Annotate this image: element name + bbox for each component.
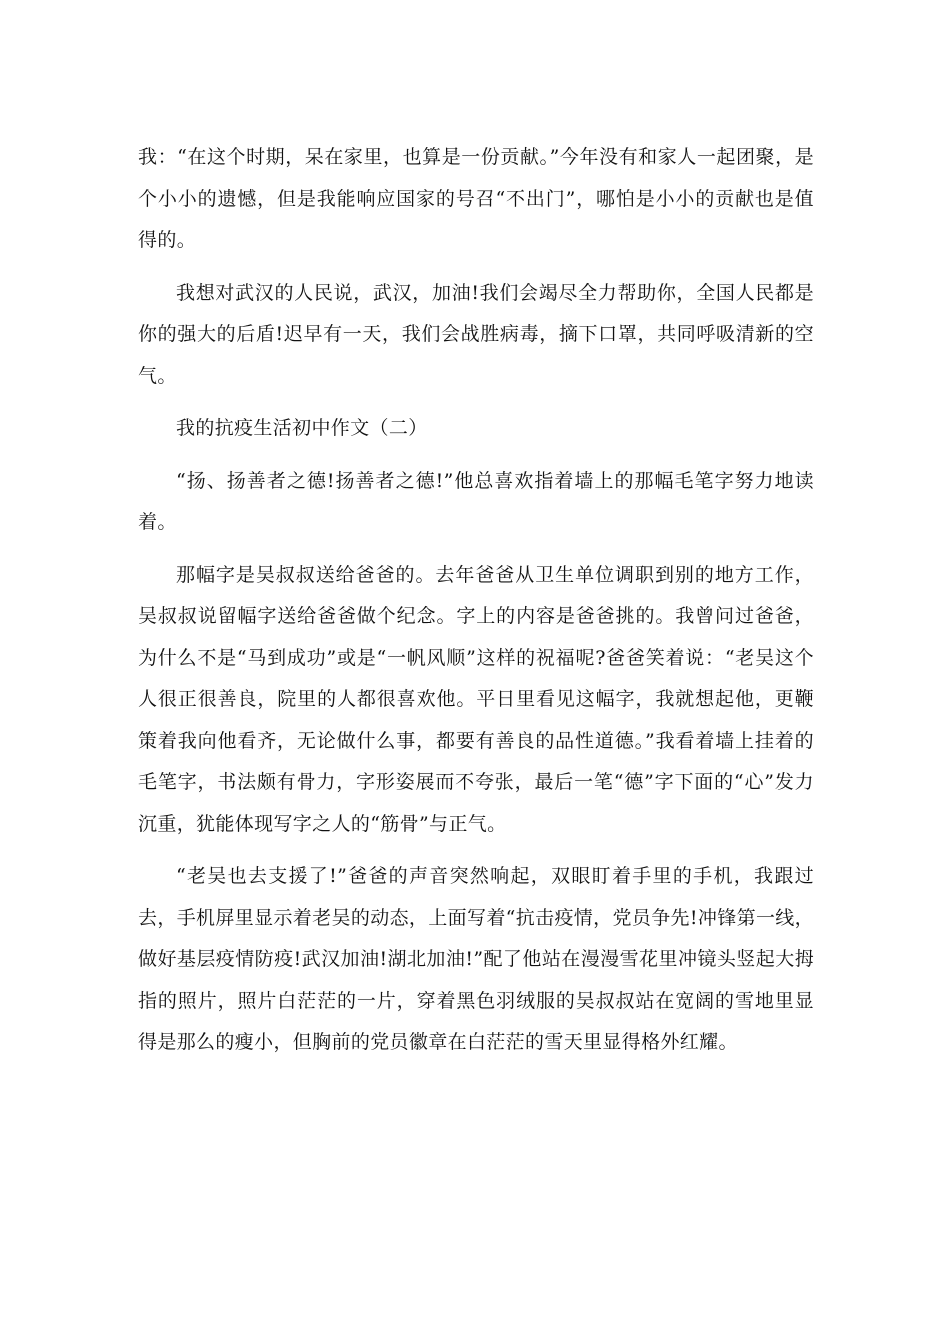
paragraph-body: “扬、扬善者之德!扬善者之德!”他总喜欢指着墙上的那幅毛笔字努力地读着。	[138, 469, 814, 533]
paragraph-body: “老吴也去支援了!”爸爸的声音突然响起，双眼盯着手里的手机，我跟过去，手机屏里显示着老吴的动态，上面写着“抗击疫情，党员争先!冲锋第一线，做好基层疫情防疫!武汉加油!湖北加油!”配了他站在漫漫雪花里冲镜头竖起大拇指的照片，照片白茫茫的一片，穿着黑色羽绒服的吴叔叔站在宽阔的雪地里显得是那么的瘦小，但胸前的党员徽章在白茫茫的雪天里显得格外红耀。	[138, 865, 814, 1053]
paragraph-continuation: 我：“在这个时期，呆在家里，也算是一份贡献。”今年没有和家人一起团聚，是个小小的遗憾，但是我能响应国家的号召“不出门”，哪怕是小小的贡献也是值得的。	[138, 146, 814, 251]
section-title: 我的抗疫生活初中作文（二）	[176, 417, 428, 439]
document-body	[138, 137, 814, 1075]
paragraph-body: 我想对武汉的人民说，武汉，加油!我们会竭尽全力帮助你，全国人民都是你的强大的后盾!迟早有一天，我们会战胜病毒，摘下口罩，共同呼吸清新的空气。	[138, 281, 814, 387]
paragraph-body: 那幅字是吴叔叔送给爸爸的。去年爸爸从卫生单位调职到别的地方工作，吴叔叔说留幅字送给爸爸做个纪念。字上的内容是爸爸挑的。我曾问过爸爸，为什么不是“马到成功”或是“一帆风顺”这样的祝福呢?爸爸笑着说：“老吴这个人很正很善良，院里的人都很喜欢他。平日里看见这幅字，我就想起他，更鞭策着我向他看齐，无论做什么事，都要有善良的品性道德。”我看着墙上挂着的毛笔字，书法颇有骨力，字形姿展而不夸张，最后一笔“德”字下面的“心”发力沉重，犹能体现写字之人的“筋骨”与正气。	[138, 563, 814, 835]
